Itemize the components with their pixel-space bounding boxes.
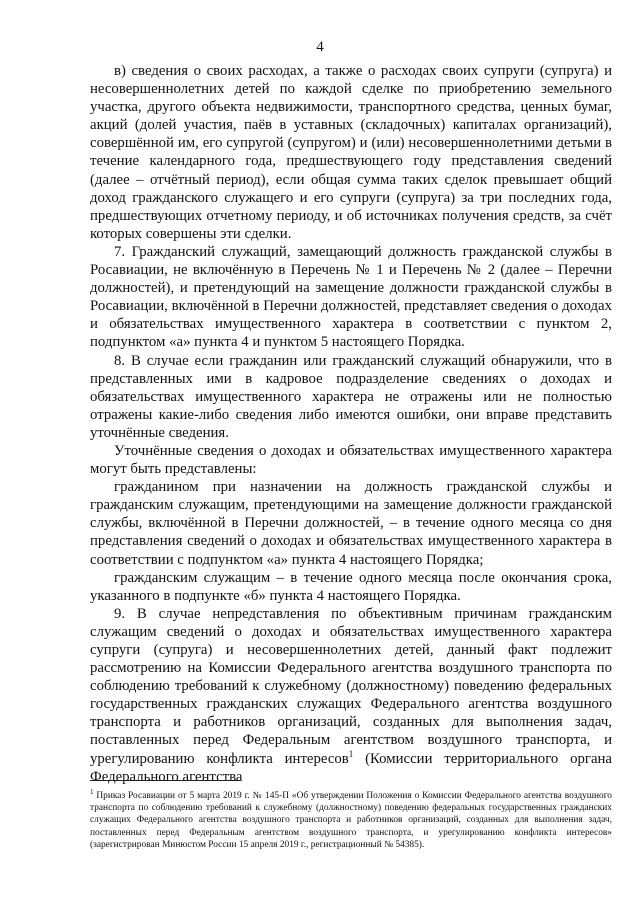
paragraph-8-citizen-case: гражданином при назначении на должность гражданской службы и гражданским служащим, претендующими на замещение должности гражданской службы, включённой в Перечни должностей, – в течение одного месяца со дня представления сведений о доходах и обязательствах имущественного характера в соответствии с подпунктом «а» пункта 4 настоящего Порядка; xyxy=(90,479,612,568)
footnote-separator xyxy=(90,780,240,781)
paragraph-7: 7. Гражданский служащий, замещающий должность гражданской службы в Росавиации, не включённую в Перечень № 1 и Перечень № 2 (далее – Перечни должностей), и претендующий на замещение должности гражданской службы в Росавиации, включённой в Перечни должностей, представляет сведения о доходах и обязательствах имущественного характера в соответствии с пунктом 2, подпунктом «а» пункта 4 и пунктом 5 настоящего Порядка. xyxy=(90,243,612,351)
footnote xyxy=(90,787,612,851)
paragraph-8-servant-case: гражданским служащим – в течение одного месяца после окончания срока, указанного в подпункте «б» пункта 4 настоящего Порядка. xyxy=(90,569,612,604)
paragraph-8: 8. В случае если гражданин или гражданский служащий обнаружили, что в представленных ими в кадровое подразделение сведениях о доходах и обязательствах имущественного характера не отражены или не полностью отражены какие-либо сведения либо имеются ошибки, они вправе представить уточнённые сведения. xyxy=(90,352,612,441)
page-number: 4 xyxy=(316,39,324,55)
paragraph-8-refined-info: Уточнённые сведения о доходах и обязательствах имущественного характера могут быть представлены: xyxy=(90,442,612,478)
paragraph-9-text: 9. В случае непредставления по объективным причинам гражданским служащим сведений о доходах и обязательствах имущественного характера супруги (супруга) и несовершеннолетних детей, данный факт подлежит рассмотрению на Комиссии Федерального агентства воздушного транспорта по соблюдению требований к служебному (должностному) поведению федеральных государственных гражданских служащих Федерального агентства воздушного транспорта и работников организаций, созданных для выполнения задач, поставленных перед Федеральным агентством воздушного транспорта, и урегулированию конфликта интересов xyxy=(90,605,612,767)
paragraph-9 xyxy=(90,605,612,786)
footnote-text: Приказ Росавиации от 5 марта 2019 г. № 145-П «Об утверждении Положения о Комиссии Федерального агентства воздушного транспорта по соблюдению требований к служебному (должностному) поведению федеральных государственных гражданских служащих Федерального агентства воздушного транспорта и работников организаций, созданных для выполнения задач, поставленных перед Федеральным агентством воздушного транспорта, и урегулированию конфликта интересов» (зарегистрирован Минюстом России 15 апреля 2019 г., регистрационный № 54385). xyxy=(90,791,612,850)
document-body xyxy=(90,62,612,786)
footnote-reference[interactable]: 1 xyxy=(348,748,354,759)
paragraph-9-continuation: (Комиссии территориального органа Федерального агентства xyxy=(90,750,613,785)
footnote-mark: 1 xyxy=(90,787,94,796)
paragraph-subitem-v: в) сведения о своих расходах, а также о расходах своих супруги (супруга) и несовершеннолетних детей по каждой сделке по приобретению земельного участка, другого объекта недвижимости, транспортного средства, ценных бумаг, акций (долей участия, паёв в уставных (складочных) капиталах организаций), совершённой им, его супругой (супругом) и (или) несовершеннолетними детьми в течение календарного года, предшествующего году представления сведений (далее – отчётный период), если общая сумма таких сделок превышает общий доход гражданского служащего и его супруги (супруга) за три последних года, предшествующих отчетному периоду, и об источниках получения средств, за счёт которых совершены эти сделки. xyxy=(90,63,612,242)
